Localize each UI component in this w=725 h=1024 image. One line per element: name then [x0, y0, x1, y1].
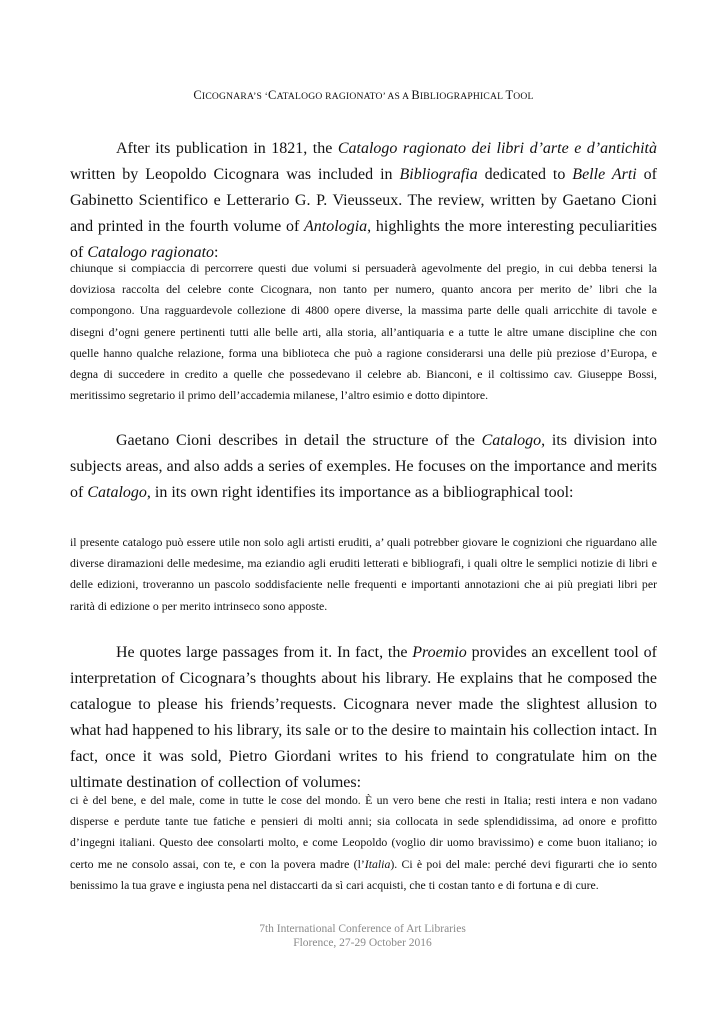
title-fragment: C [268, 88, 277, 102]
text-run: : [214, 244, 219, 261]
body-paragraph-1 [70, 136, 657, 266]
italic-title: Proemio [412, 644, 467, 661]
page-title [70, 88, 657, 103]
italic-title: Italia [364, 856, 391, 871]
title-fragment: C [193, 88, 202, 102]
footer-conference-name: 7th International Conference of Art Libraries [259, 923, 466, 935]
footer-date-location: Florence, 27-29 October 2016 [293, 937, 432, 949]
text-run: Gaetano Cioni describes in detail the structure of the [116, 432, 482, 449]
text-run: written by Leopoldo Cicognara was included in [70, 166, 400, 183]
text-run: , highlights the more interesting peculiarities of [70, 218, 658, 261]
text-run: ci è del bene, e del male, come in tutte le cose del mondo. È un vero bene che resti in Italia; resti intera e non vadano disperse e perdute tante tue fatiche e pensieri di molti anni; sia collocata in sede splendidissima, ad onore e profitto d’ingegni italiani. Questo dee consolarti molto, e come Leopoldo (voglio dir uomo bravissimo) e come buon italiano; io certo me ne consolo assai, con te, e con la povera madre (l’ [70, 793, 657, 871]
italic-title: Catalogo [481, 432, 542, 449]
title-fragment: B [411, 88, 420, 102]
title-fragment: T [505, 88, 514, 102]
text-run: He quotes large passages from it. In fact, the [116, 644, 413, 661]
title-fragment: ICOGNARA’S ‘ [201, 91, 269, 102]
italic-title: Catalogo ragionato [87, 244, 215, 261]
text-run: , in its own right identifies its importance as a bibliographical tool: [146, 484, 574, 501]
text-run: of Gabinetto Scientifico e Letterario G. P. Vieusseux. The review, written by Gaetano Cioni and printed in the fourth volume of [70, 166, 657, 235]
italic-title: Bibliografia [399, 166, 478, 183]
title-fragment: ATALOGO RAGIONATO’ AS A [276, 91, 412, 102]
italic-title: Belle Arti [572, 166, 637, 183]
text-run: provides an excellent tool of interpretation of Cicognara’s thoughts about his library. He explains that he composed the catalogue to please his friends’requests. Cicognara never made the slightest allusion to what had happened to his library, its sale or to the desire to maintain his collection intact. In fact, once it was sold, Pietro Giordani writes to his friend to congratulate him on the ultimate destination of collection of volumes: [70, 644, 657, 791]
body-paragraph-3 [70, 640, 657, 796]
block-quote-2: il presente catalogo può essere utile non solo agli artisti eruditi, a’ quali potrebber giovare le cognizioni che riguardano alle diverse diramazioni delle medesime, ma eziandio agli eruditi letterati e bibliografi, i quali oltre le semplici notizie di libri e delle edizioni, troveranno un pascolo soddisfaciente nelle frequenti e importanti annotazioni che ai più pregiati libri per rarità di edizione o per merito intrinseco sono apposte. [70, 535, 657, 613]
italic-title: Antologia [304, 218, 368, 235]
text-run: dedicated to [477, 166, 573, 183]
block-quote-3 [70, 790, 657, 896]
text-run: After its publication in 1821, the [116, 140, 338, 157]
title-fragment: OOL [513, 91, 534, 102]
text-run: ). Ci è poi del male: perché devi figurarti che io sento benissimo la tua grave e ingiusta pena nel distaccarti da sì cari acquisti, che ti costan tanto e di fortuna e di cure. [70, 856, 658, 892]
italic-title: Catalogo [87, 484, 147, 501]
page-footer [0, 922, 725, 950]
italic-title: Catalogo ragionato dei libri d’arte e d’antichità [337, 140, 658, 157]
block-quote-1: chiunque si compiaccia di percorrere questi due volumi si persuaderà agevolmente del pregio, in cui debba tenersi la doviziosa raccolta del celebre conte Cicognara, non tanto per numero, quanto ancora per merito de’ libri che la compongono. Una ragguardevole collezione di 4800 opere diverse, la massima parte delle quali arricchite di tavole e disegni d’ogni genere pertinenti tutti alle belle arti, alla storia, all’antiquaria e a tutte le altre umane discipline che con quelle hanno qualche relazione, forma una biblioteca che può a ragione considerarsi una delle più preziose d’Europa, e degna di succedere in credito a quelle che possedevano il celebre ab. Bianconi, e il coltissimo cav. Giuseppe Bossi, meritissimo segretario il primo dell’accademia milanese, l’altro esimio e dotto dipintore. [70, 261, 657, 403]
body-paragraph-2 [70, 428, 657, 506]
text-run: , its division into subjects areas, and also adds a series of exemples. He focuses on the importance and merits of [70, 432, 657, 501]
title-fragment: IBLIOGRAPHICAL [419, 91, 506, 102]
